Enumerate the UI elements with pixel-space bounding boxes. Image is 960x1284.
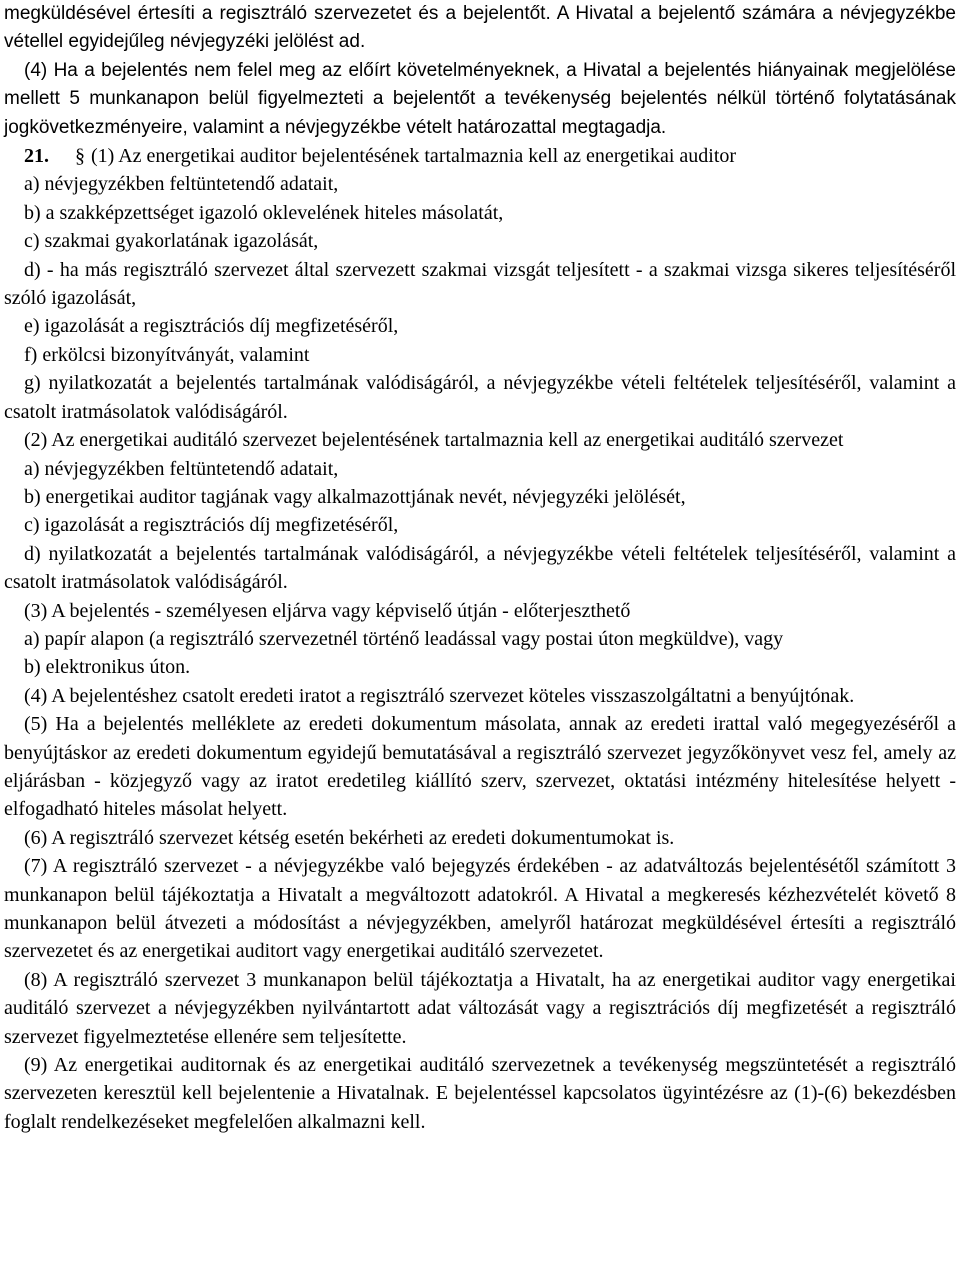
paragraph-1-intro-text: (1) Az energetikai auditor bejelentésének tartalmaznia kell az energetikai auditor xyxy=(91,145,737,168)
section-21-paragraph-2-intro: (2) Az energetikai auditáló szervezet bejelentésének tartalmaznia kell az energetikai auditáló szervezet xyxy=(24,429,844,452)
document-page xyxy=(4,0,956,1136)
list-item-3b: b) elektronikus úton. xyxy=(24,656,191,679)
section-21-paragraph-4: (4) A bejelentéshez csatolt eredeti iratot a regisztráló szervezet köteles visszaszolgáltatni a benyújtónak. xyxy=(24,684,855,707)
section-21-paragraph-1-intro xyxy=(4,142,956,170)
section-21-paragraph-7: (7) A regisztráló szervezet - a névjegyzékbe való bejegyzés érdekében - az adatváltozás bejelentésétől számított 3 munkanapon belül tájékoztatja a Hivatalt a megváltozott adatokról. A Hivatal a megkeresés kézhezvételét követő 8 munkanapon belül átvezeti a módosítást a névjegyzékben, amelyről határozat megküldésével értesíti a regisztráló szervezetet és az energetikai auditort vagy energetikai auditáló szervezetet. xyxy=(4,855,956,963)
section-21-paragraph-8: (8) A regisztráló szervezet 3 munkanapon belül tájékoztatja a Hivatalt, ha az energetikai auditor vagy energetikai auditáló szervezet a névjegyzékben nyilvántartott adat változását vagy a regisztrációs díj megfizetését a regisztráló szervezet figyelmeztetése ellenére sem teljesítette. xyxy=(4,968,956,1048)
section-21-paragraph-5: (5) Ha a bejelentés melléklete az eredeti dokumentum másolata, annak az eredeti irattal való megegyezéséről a benyújtáskor az eredeti dokumentum egyidejű bemutatásával a regisztráló szervezet jegyzőkönyvet vesz fel, amely az eljárásban - közjegyző vagy az iratot eredetileg kiállító szerv, szervezet, oktatási intézmény hitelesítése helyett - elfogadható hiteles másolat helyett. xyxy=(4,713,956,821)
list-item-2a: a) névjegyzékben feltüntetendő adatait, xyxy=(24,457,339,480)
list-item-1g: g) nyilatkozatát a bejelentés tartalmának valódiságáról, a névjegyzékbe vételi feltételek teljesítéséről, valamint a csatolt iratmásolatok valódiságáról. xyxy=(4,372,956,423)
paragraph-prev-4: (4) Ha a bejelentés nem felel meg az előírt követelményeknek, a Hivatal a bejelentés hiányainak megjelölése mellett 5 munkanapon belül figyelmezteti a bejelentőt a tevékenység bejelentés nélkül történő folytatásának jogkövetkezményeire, valamint a névjegyzékbe vételt határozattal megtagadja. xyxy=(4,59,956,138)
section-21-paragraph-3-intro: (3) A bejelentés - személyesen eljárva vagy képviselő útján - előterjeszthető xyxy=(24,599,631,622)
section-21-paragraph-9: (9) Az energetikai auditornak és az energetikai auditáló szervezetnek a tevékenység megszüntetését a regisztráló szervezeten keresztül kell bejelentenie a Hivatalnak. E bejelentéssel kapcsolatos ügyintézésre az (1)-(6) bekezdésben foglalt rendelkezéseket megfelelően alkalmazni kell. xyxy=(4,1054,956,1133)
list-item-1d: d) - ha más regisztráló szervezet által szervezett szakmai vizsgát teljesített - a szakmai vizsga sikeres teljesítéséről szóló igazolását, xyxy=(4,258,956,310)
list-item-1b: b) a szakképzettséget igazoló oklevelének hiteles másolatát, xyxy=(24,201,504,224)
list-item-1a: a) névjegyzékben feltüntetendő adatait, xyxy=(24,173,339,196)
list-item-2c: c) igazolását a regisztrációs díj megfizetéséről, xyxy=(24,514,399,537)
section-number: 21. xyxy=(24,145,49,168)
section-sign: § xyxy=(75,145,85,168)
section-21-paragraph-6: (6) A regisztráló szervezet kétség esetén bekérheti az eredeti dokumentumokat is. xyxy=(24,826,675,849)
list-item-1f: f) erkölcsi bizonyítványát, valamint xyxy=(24,343,310,366)
paragraph-prev-3-tail: megküldésével értesíti a regisztráló szervezetet és a bejelentőt. A Hivatal a bejelentő számára a névjegyzékbe vétellel egyidejűleg névjegyzéki jelölést ad. xyxy=(4,3,956,53)
list-item-1c: c) szakmai gyakorlatának igazolását, xyxy=(24,230,319,253)
list-item-3a: a) papír alapon (a regisztráló szervezetnél történő leadással vagy postai úton megküldve), vagy xyxy=(24,627,784,650)
list-item-2b: b) energetikai auditor tagjának vagy alkalmazottjának nevét, névjegyzéki jelölését, xyxy=(24,485,686,508)
list-item-1e: e) igazolását a regisztrációs díj megfizetéséről, xyxy=(24,315,399,338)
list-item-2d: d) nyilatkozatát a bejelentés tartalmának valódiságáról, a névjegyzékbe vételi feltételek teljesítéséről, valamint a csatolt iratmásolatok valódiságáról. xyxy=(4,542,956,594)
